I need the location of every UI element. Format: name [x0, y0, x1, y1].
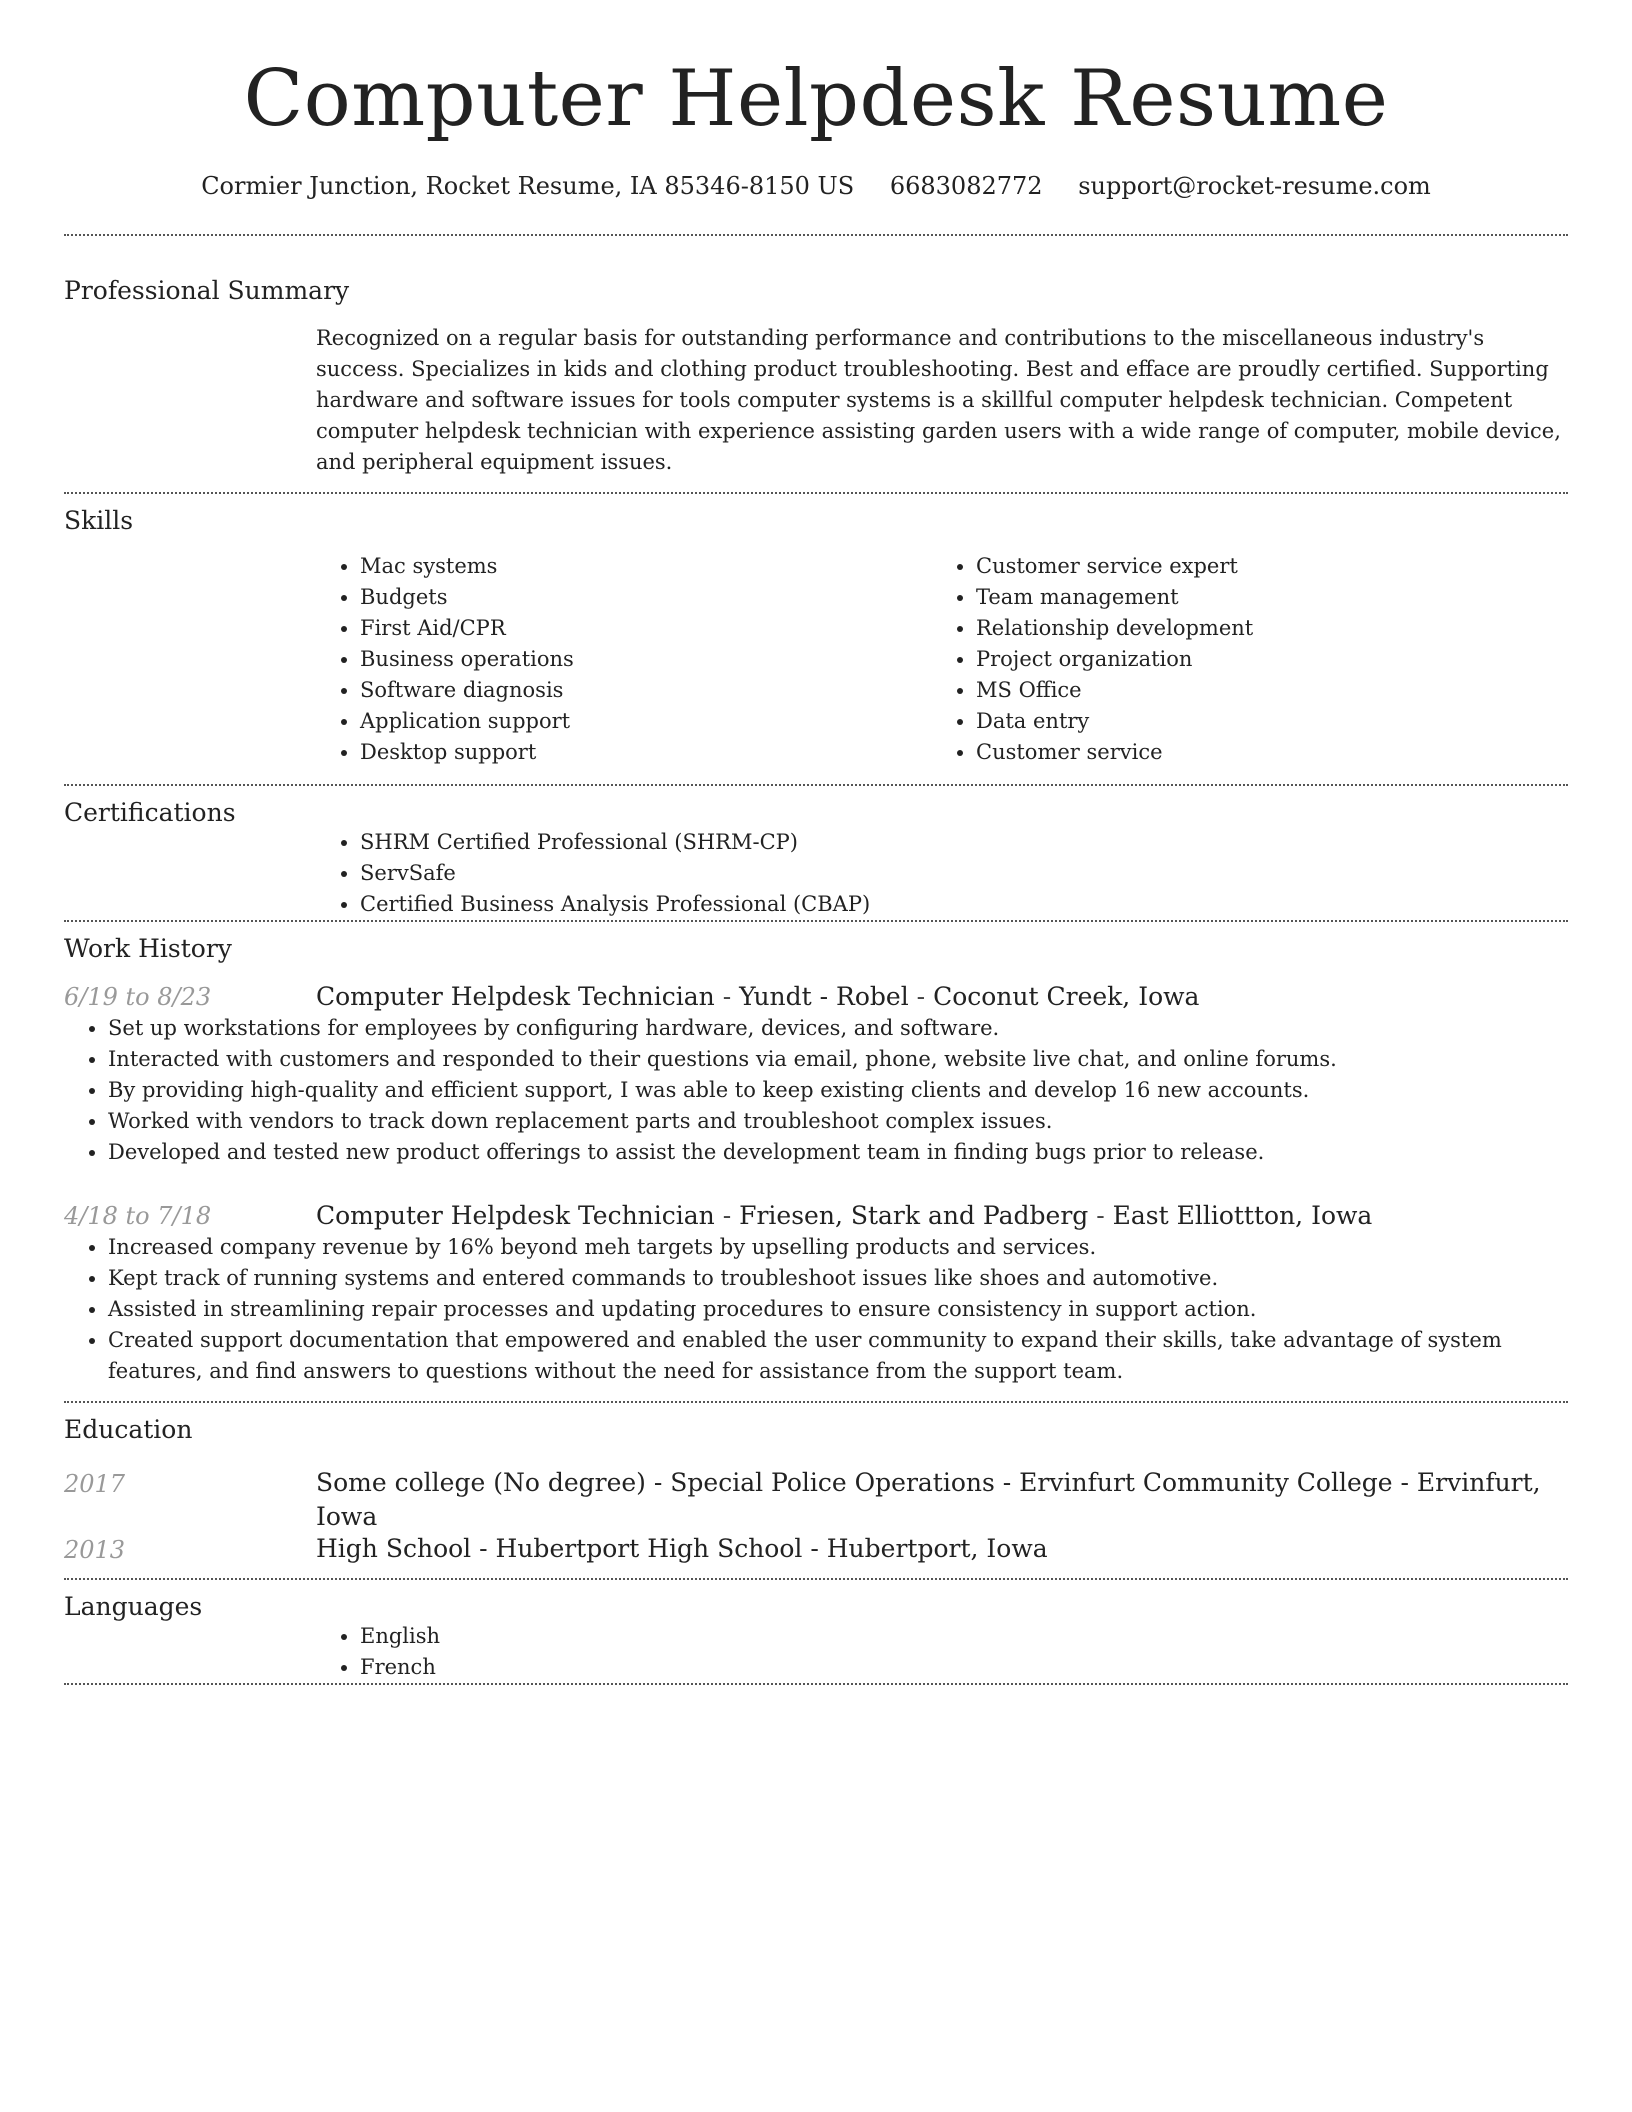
separator: - — [994, 1468, 1020, 1497]
education-entry — [64, 1466, 1568, 1531]
divider — [64, 1683, 1568, 1685]
skill-item: • Business operations — [360, 644, 932, 675]
resume-title: Computer Helpdesk Resume — [243, 54, 1389, 144]
separator: - — [1088, 1201, 1113, 1230]
job-heading — [316, 981, 1568, 1013]
education-year: 2017 — [64, 1470, 126, 1498]
skill-item: • Mac systems — [360, 551, 932, 582]
skill-item: • Data entry — [976, 706, 1568, 737]
skills-section — [64, 494, 1568, 784]
education-field: Special Police Operations — [670, 1468, 995, 1497]
job-entry — [64, 1200, 1568, 1387]
separator: - — [714, 1201, 740, 1230]
skills-list-right — [932, 551, 1568, 768]
job-bullet: • Assisted in streamlining repair processes and updating procedures to ensure consistency in support action. — [108, 1294, 1568, 1325]
skill-item: • Team management — [976, 582, 1568, 613]
education-heading-line — [316, 1532, 1568, 1566]
job-title: Computer Helpdesk Technician — [316, 982, 715, 1011]
education-year: 2013 — [64, 1536, 126, 1564]
contact-address: Cormier Junction, Rocket Resume, IA 85346-8150 US — [201, 172, 855, 200]
certifications-section — [64, 786, 1568, 920]
certification-item: • SHRM Certified Professional (SHRM-CP) — [360, 827, 1568, 858]
job-bullet: • By providing high-quality and efficient support, I was able to keep existing clients and develop 16 new accounts. — [108, 1075, 1568, 1106]
certification-item: • ServSafe — [360, 858, 1568, 889]
job-location: East Elliottton, Iowa — [1112, 1201, 1373, 1230]
summary-text: Recognized on a regular basis for outstanding performance and contributions to the miscellaneous industry's success. Specializes in kids and clothing product troubleshooting. Best and efface are proudly certified. Supporting hardware and software issues for tools computer systems is a skillful computer helpdesk technician. Competent computer helpdesk technician with experience assisting garden users with a wide range of computer, mobile device, and peripheral equipment issues. — [316, 326, 1561, 474]
education-school: Ervinfurt Community College — [1019, 1468, 1393, 1497]
job-bullet: • Developed and tested new product offerings to assist the development team in finding bugs prior to release. — [108, 1137, 1568, 1168]
skill-item: • Desktop support — [360, 737, 932, 768]
certifications-list — [316, 827, 1568, 920]
contact-email: support@rocket-resume.com — [1078, 172, 1431, 200]
certifications-heading: Certifications — [64, 798, 236, 827]
job-bullet: • Worked with vendors to track down replacement parts and troubleshoot complex issues. — [108, 1106, 1568, 1137]
languages-list — [316, 1621, 1568, 1683]
job-company: Yundt - Robel — [739, 982, 909, 1011]
job-bullet: • Increased company revenue by 16% beyond meh targets by upselling products and services. — [108, 1232, 1568, 1263]
skills-heading: Skills — [64, 506, 134, 535]
separator: - — [908, 982, 934, 1011]
skill-item: • Customer service — [976, 737, 1568, 768]
skill-item: • Software diagnosis — [360, 675, 932, 706]
job-entry — [64, 981, 1568, 1168]
skill-item: • Application support — [360, 706, 932, 737]
contact-phone: 6683082772 — [889, 172, 1043, 200]
skills-grid — [316, 535, 1568, 784]
skill-item: • Project organization — [976, 644, 1568, 675]
job-bullet: • Kept track of running systems and entered commands to troubleshoot issues like shoes and automotive. — [108, 1263, 1568, 1294]
separator: - — [471, 1534, 496, 1563]
education-heading: Education — [64, 1415, 193, 1444]
contact-line — [64, 172, 1568, 200]
job-dates: 4/18 to 7/18 — [64, 1202, 212, 1230]
job-location: Coconut Creek, Iowa — [933, 982, 1200, 1011]
education-entry — [64, 1532, 1568, 1572]
summary-heading: Professional Summary — [64, 276, 350, 305]
job-bullet: • Created support documentation that empowered and enabled the user community to expand their skills, take advantage of system features, and find answers to questions without the need for assistance from the support team. — [108, 1325, 1568, 1387]
education-school: Hubertport High School — [495, 1534, 803, 1563]
skill-item: • Relationship development — [976, 613, 1568, 644]
languages-heading: Languages — [64, 1592, 203, 1621]
work-section — [64, 922, 1568, 1401]
language-item: • English — [360, 1621, 1568, 1652]
work-heading: Work History — [64, 934, 232, 963]
education-heading-line — [316, 1466, 1568, 1534]
separator: - — [714, 982, 740, 1011]
job-bullet: • Interacted with customers and responded to their questions via email, phone, website live chat, and online forums. — [108, 1044, 1568, 1075]
summary-section — [64, 236, 1568, 492]
education-location: Ervinfurt, Iowa — [316, 1468, 1541, 1531]
job-dates: 6/19 to 8/23 — [64, 983, 212, 1011]
language-item: • French — [360, 1652, 1568, 1683]
education-degree: Some college (No degree) — [316, 1468, 646, 1497]
separator: - — [802, 1534, 827, 1563]
education-degree: High School — [316, 1534, 472, 1563]
separator: - — [1392, 1468, 1417, 1497]
certification-item: • Certified Business Analysis Professional (CBAP) — [360, 889, 1568, 920]
skills-list-left — [316, 551, 932, 768]
skill-item: • First Aid/CPR — [360, 613, 932, 644]
job-bullets — [64, 1013, 1568, 1168]
job-heading — [316, 1200, 1568, 1232]
education-section — [64, 1403, 1568, 1578]
separator: - — [645, 1468, 671, 1497]
job-company: Friesen, Stark and Padberg — [739, 1201, 1089, 1230]
skill-item: • Budgets — [360, 582, 932, 613]
job-bullet: • Set up workstations for employees by configuring hardware, devices, and software. — [108, 1013, 1568, 1044]
education-location: Hubertport, Iowa — [826, 1534, 1048, 1563]
languages-section — [64, 1580, 1568, 1683]
job-bullets — [64, 1232, 1568, 1387]
skill-item: • MS Office — [976, 675, 1568, 706]
job-title: Computer Helpdesk Technician — [316, 1201, 715, 1230]
skill-item: • Customer service expert — [976, 551, 1568, 582]
